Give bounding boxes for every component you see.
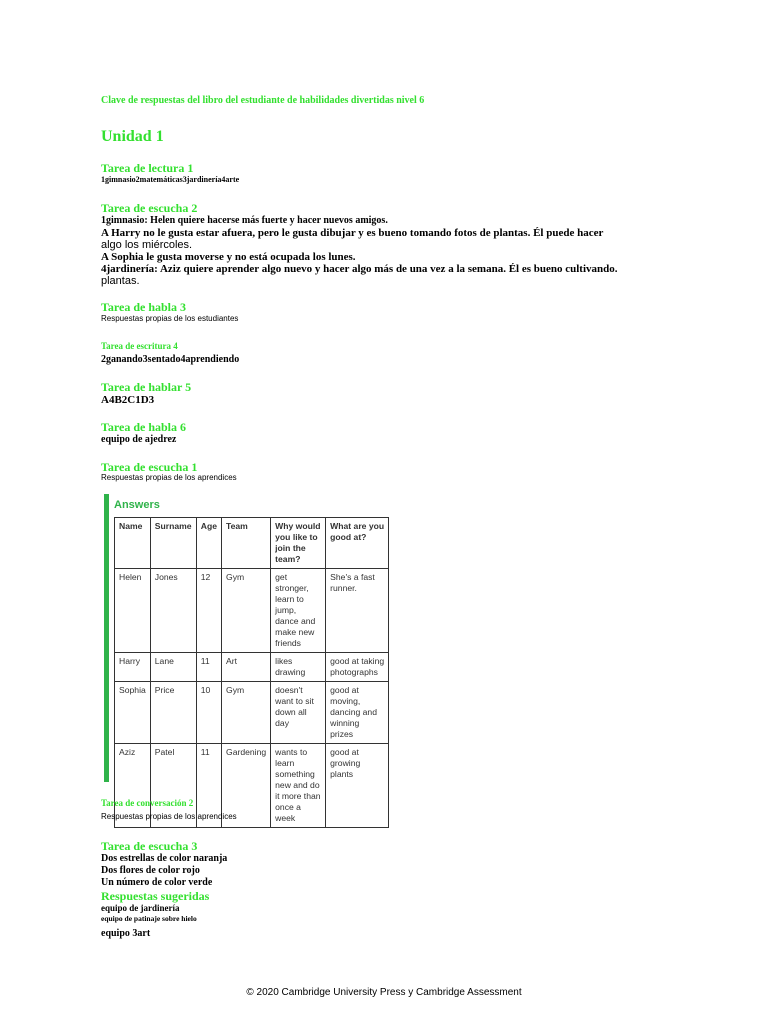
listening-task-2-line-3: algo los miércoles. [101,239,193,251]
table-cell: Helen [115,569,151,653]
speaking-task-6-heading: Tarea de habla 6 [101,420,187,434]
table-cell: 10 [196,682,221,744]
reading-task-1-answer: 1gimnasio2matemáticas3jardinería4arte [101,175,240,184]
listening-task-2-line-4: A Sophia le gusta moverse y no está ocupada los lunes. [101,251,356,263]
listening-task-2-line-5: 4jardinería: Aziz quiere aprender algo nuevo y hacer algo más de una vez a la semana. Él es bueno cultivando. [101,263,618,275]
table-cell: Sophia [115,682,151,744]
answers-title: Answers [114,499,160,511]
speaking-task-5-answer: A4B2C1D3 [101,394,155,406]
conversation-task-2-heading: Tarea de conversación 2 [101,798,194,808]
table-row [115,682,389,744]
table-cell: Harry [115,653,151,682]
writing-task-4-answer: 2ganando3sentado4aprendiendo [101,354,240,365]
table-row [115,569,389,653]
table-cell: Price [150,682,196,744]
listening-task-2-line-1: 1gimnasio: Helen quiere hacerse más fuerte y hacer nuevos amigos. [101,215,388,226]
copyright-footer: © 2020 Cambridge University Press y Cambridge Assessment [246,987,522,998]
listening-task-3-line-1: Dos estrellas de color naranja [101,853,228,864]
suggested-answer-3: equipo 3art [101,928,151,939]
table-cell: 11 [196,653,221,682]
column-header: Surname [150,518,196,569]
speaking-task-6-answer: equipo de ajedrez [101,434,177,445]
table-cell: Patel [150,744,196,828]
table-cell: Art [222,653,271,682]
suggested-answers-heading: Respuestas sugeridas [101,889,210,903]
table-row [115,653,389,682]
table-cell: 11 [196,744,221,828]
table-cell: Gardening [222,744,271,828]
unit-heading: Unidad 1 [101,128,164,145]
suggested-answer-2: equipo de patinaje sobre hielo [101,914,197,923]
table-header-row [115,518,389,569]
table-cell: Gym [222,682,271,744]
column-header: Name [115,518,151,569]
table-cell: get stronger, learn to jump, dance and make new friends [271,569,326,653]
table-cell: Gym [222,569,271,653]
table-cell: good at growing plants [326,744,389,828]
table-cell: Jones [150,569,196,653]
speaking-task-3-answer: Respuestas propias de los estudiantes [101,314,239,323]
listening-task-1-heading: Tarea de escucha 1 [101,460,198,474]
table-cell: 12 [196,569,221,653]
table-cell: doesn't want to sit down all day [271,682,326,744]
table-cell: wants to learn something new and do it more than once a week [271,744,326,828]
listening-task-2-line-6: plantas. [101,275,140,287]
table-cell: She's a fast runner. [326,569,389,653]
column-header: What are you good at? [326,518,389,569]
listening-task-2-line-2: A Harry no le gusta estar afuera, pero le gusta dibujar y es bueno tomando fotos de plantas. Él puede hacer [101,227,604,239]
listening-task-3-heading: Tarea de escucha 3 [101,839,198,853]
listening-task-3-line-2: Dos flores de color rojo [101,865,200,876]
speaking-task-5-heading: Tarea de hablar 5 [101,380,192,394]
suggested-answer-1: equipo de jardinería [101,903,180,913]
listening-task-3-line-3: Un número de color verde [101,877,213,888]
listening-task-1-answer: Respuestas propias de los aprendices [101,473,237,482]
table-cell: good at taking photographs [326,653,389,682]
listening-task-2-heading: Tarea de escucha 2 [101,201,198,215]
column-header: Team [222,518,271,569]
speaking-task-3-heading: Tarea de habla 3 [101,300,187,314]
document-title: Clave de respuestas del libro del estudiante de habilidades divertidas nivel 6 [101,95,425,106]
table-cell: Aziz [115,744,151,828]
answers-accent-bar [104,494,109,782]
writing-task-4-heading: Tarea de escritura 4 [101,341,178,351]
table-cell: good at moving, dancing and winning prizes [326,682,389,744]
table-cell: Lane [150,653,196,682]
reading-task-1-heading: Tarea de lectura 1 [101,161,194,175]
table-cell: likes drawing [271,653,326,682]
column-header: Why would you like to join the team? [271,518,326,569]
column-header: Age [196,518,221,569]
answers-table [114,517,389,828]
conversation-task-2-answer: Respuestas propias de los aprendices [101,812,237,821]
